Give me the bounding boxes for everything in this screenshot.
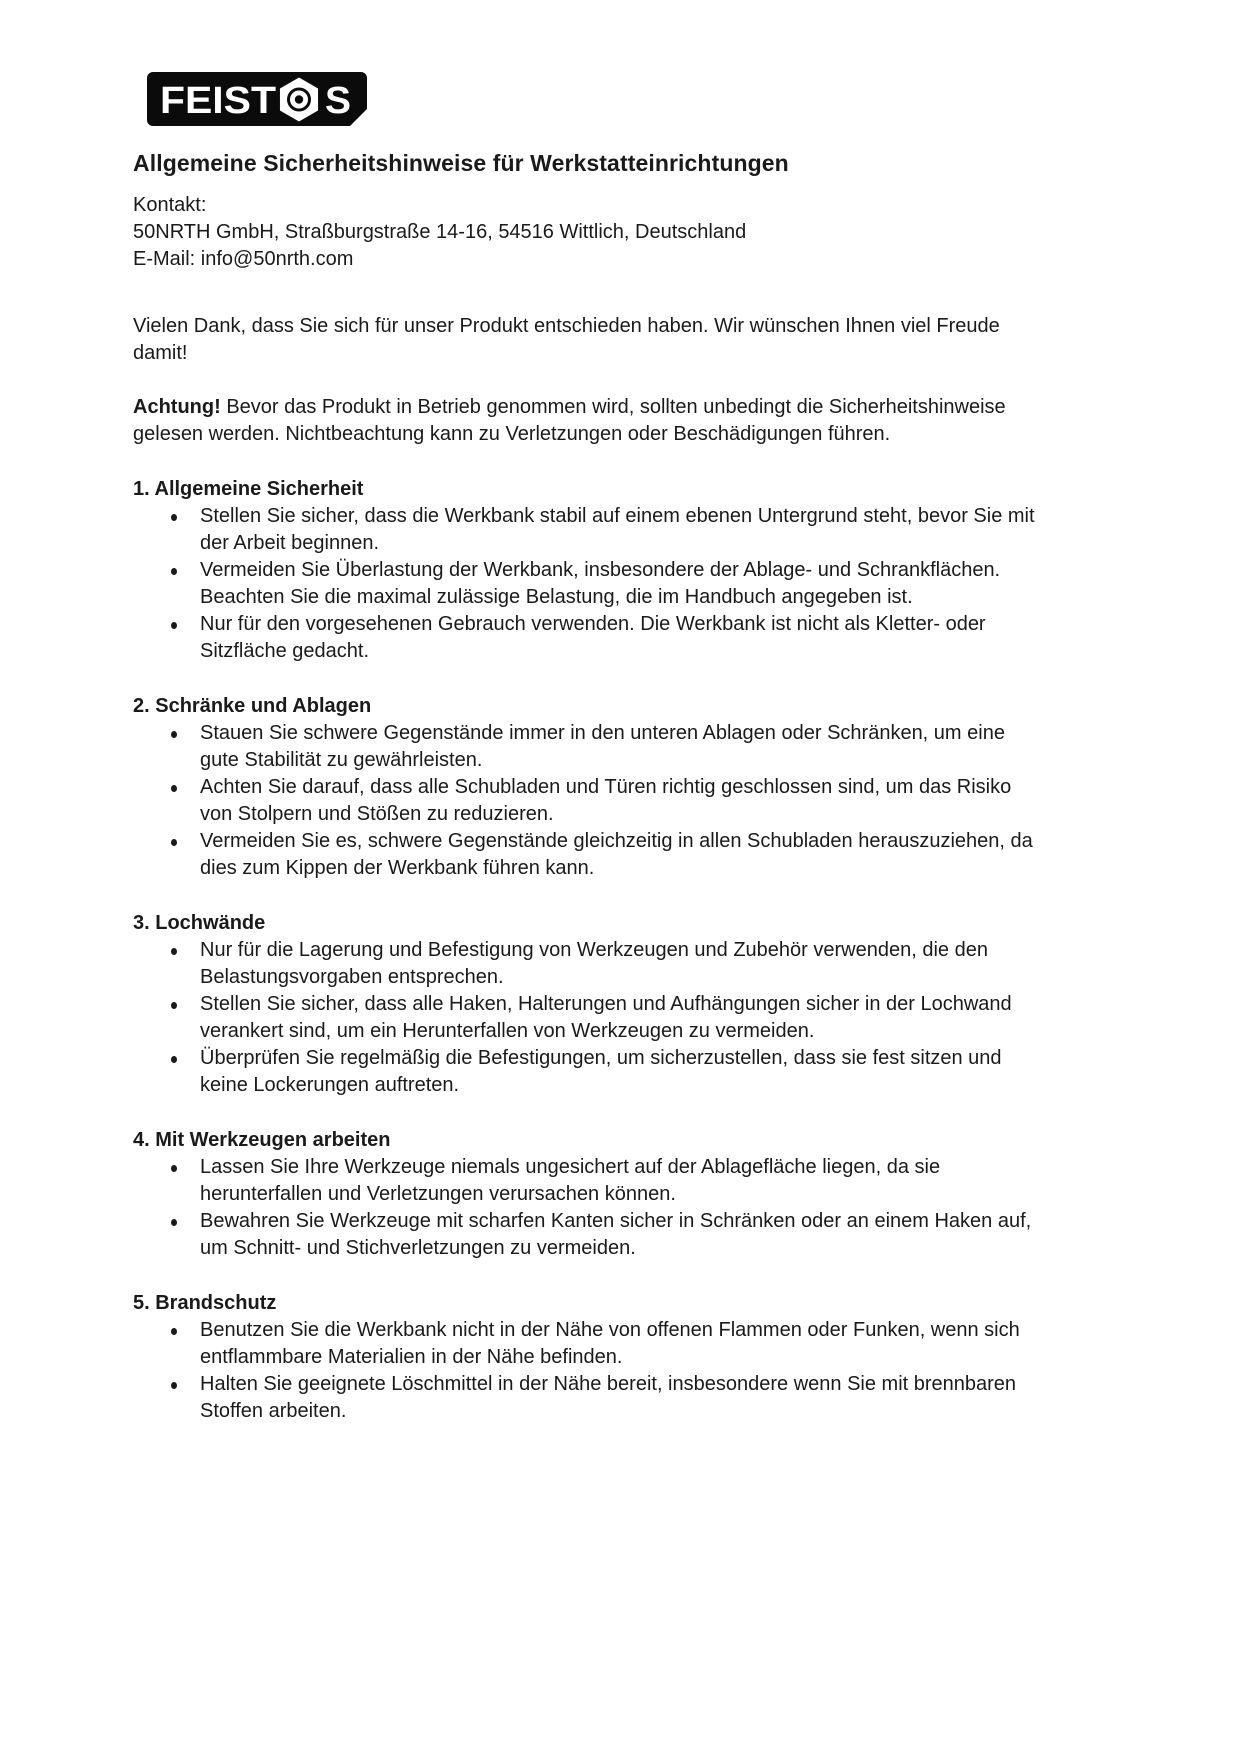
section-bullet-list [133,720,1038,882]
contact-email: E-Mail: info@50nrth.com [133,248,354,270]
bullet-item: Überprüfen Sie regelmäßig die Befestigungen, um sicherzustellen, dass sie fest sitzen und keine Lockerungen auftreten. [133,1045,1038,1099]
bullet-item: Nur für den vorgesehenen Gebrauch verwenden. Die Werkbank ist nicht als Kletter- oder Sitzfläche gedacht. [133,611,1038,665]
bullet-item: Benutzen Sie die Werkbank nicht in der Nähe von offenen Flammen oder Funken, wenn sich entflammbare Materialien in der Nähe befinden. [133,1317,1038,1371]
contact-label: Kontakt: [133,194,207,216]
bullet-item: Nur für die Lagerung und Befestigung von Werkzeugen und Zubehör verwenden, die den Belastungsvorgaben entsprechen. [133,937,1038,991]
feistos-logo [147,72,367,126]
bullet-item: Bewahren Sie Werkzeuge mit scharfen Kanten sicher in Schränken oder an einem Haken auf, um Schnitt- und Stichverletzungen zu vermeiden. [133,1208,1038,1262]
section-heading: 4. Mit Werkzeugen arbeiten [133,1129,391,1151]
bullet-item: Achten Sie darauf, dass alle Schubladen und Türen richtig geschlossen sind, um das Risiko von Stolpern und Stößen zu reduzieren. [133,774,1038,828]
warning-paragraph [133,394,1038,448]
section-bullet-list [133,503,1038,665]
warning-text: Bevor das Produkt in Betrieb genommen wird, sollten unbedingt die Sicherheitshinweise gelesen werden. Nichtbeachtung kann zu Verletzungen oder Beschädigungen führen. [133,396,1006,445]
page-title: Allgemeine Sicherheitshinweise für Werkstatteinrichtungen [133,150,789,176]
logo-text-after: S [325,80,351,122]
bullet-item: Stellen Sie sicher, dass alle Haken, Halterungen und Aufhängungen sicher in der Lochwand verankert sind, um ein Herunterfallen von Werkzeugen zu vermeiden. [133,991,1038,1045]
bullet-item: Lassen Sie Ihre Werkzeuge niemals ungesichert auf der Ablagefläche liegen, da sie herunterfallen und Verletzungen verursachen können. [133,1154,1038,1208]
sections-container [133,476,1038,1425]
section-heading: 2. Schränke und Ablagen [133,695,372,717]
bullet-item: Vermeiden Sie Überlastung der Werkbank, insbesondere der Ablage- und Schrankflächen. Beachten Sie die maximal zulässige Belastung, die im Handbuch angegeben ist. [133,557,1038,611]
safety-section [133,910,1038,1099]
section-bullet-list [133,1317,1038,1425]
logo-text-before: FEIST [160,80,276,122]
contact-address: 50NRTH GmbH, Straßburgstraße 14-16, 54516 Wittlich, Deutschland [133,221,747,243]
bullet-item: Stellen Sie sicher, dass die Werkbank stabil auf einem ebenen Untergrund steht, bevor Sie mit der Arbeit beginnen. [133,503,1038,557]
safety-section [133,1290,1038,1425]
section-heading: 1. Allgemeine Sicherheit [133,478,364,500]
safety-section [133,693,1038,882]
bullet-item: Halten Sie geeignete Löschmittel in der Nähe bereit, insbesondere wenn Sie mit brennbaren Stoffen arbeiten. [133,1371,1038,1425]
section-bullet-list [133,1154,1038,1262]
safety-section [133,476,1038,665]
bullet-item: Stauen Sie schwere Gegenstände immer in den unteren Ablagen oder Schränken, um eine gute Stabilität zu gewährleisten. [133,720,1038,774]
bullet-item: Vermeiden Sie es, schwere Gegenstände gleichzeitig in allen Schubladen herauszuziehen, da dies zum Kippen der Werkbank führen kann. [133,828,1038,882]
intro-paragraph: Vielen Dank, dass Sie sich für unser Produkt entschieden haben. Wir wünschen Ihnen viel Freude damit! [133,315,1000,364]
contact-block [133,192,1038,273]
safety-section [133,1127,1038,1262]
section-bullet-list [133,937,1038,1099]
warning-label: Achtung! [133,396,221,418]
section-heading: 5. Brandschutz [133,1292,277,1314]
brand-logo [147,72,1038,126]
section-heading: 3. Lochwände [133,912,266,934]
